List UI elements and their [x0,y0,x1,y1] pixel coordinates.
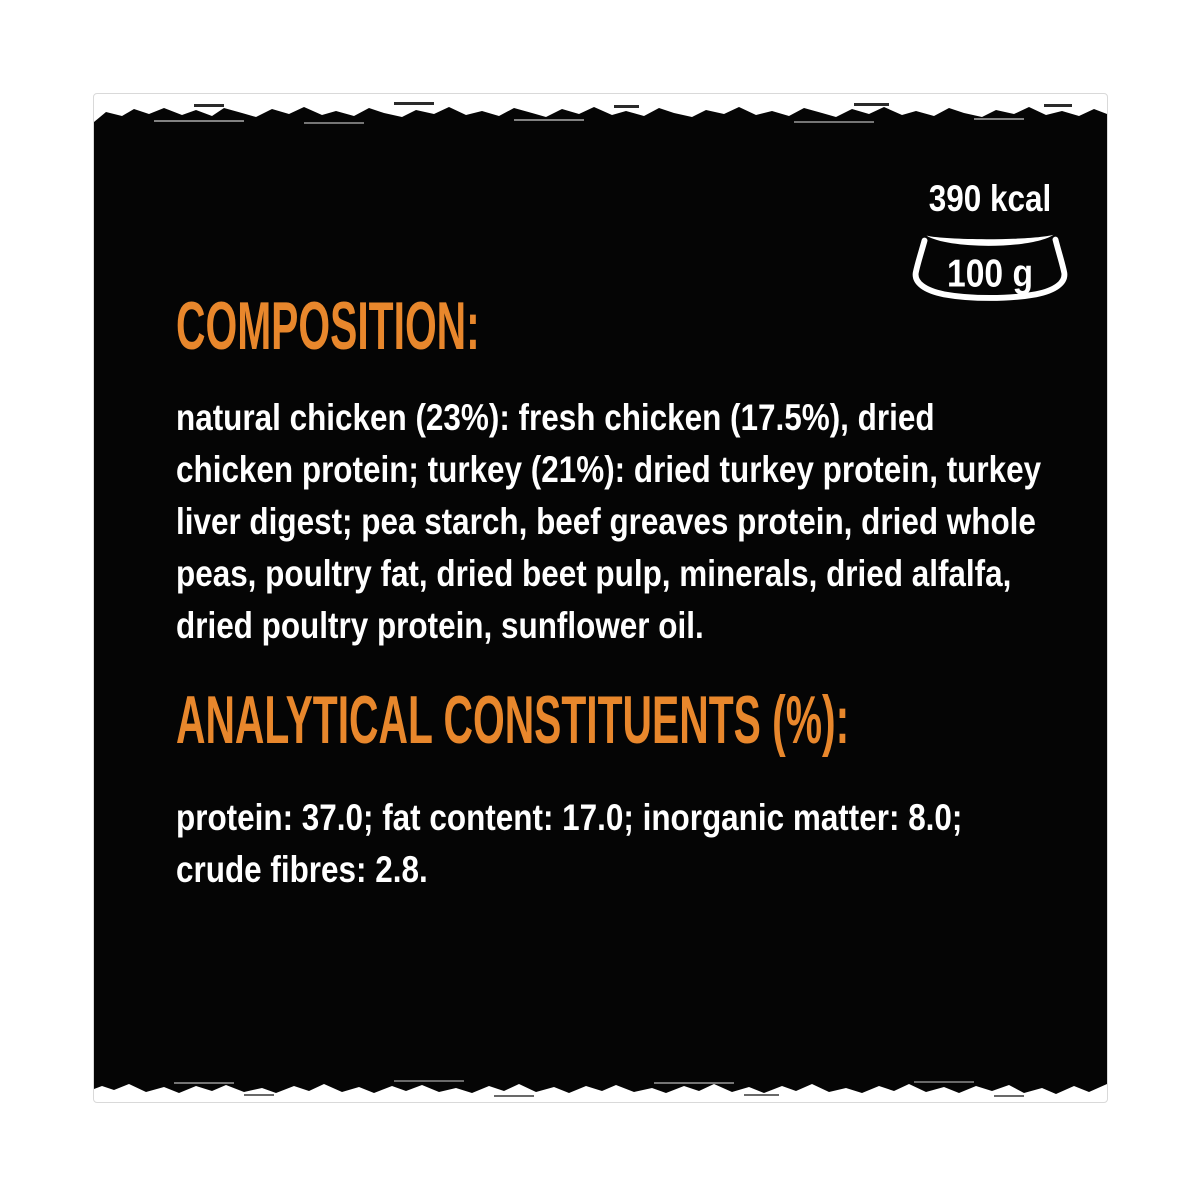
composition-line: natural chicken (23%): fresh chicken (17.5%), dried [176,397,935,438]
dog-bowl-icon [908,222,1072,308]
composition-text [176,392,1041,652]
pet-food-label-panel [93,93,1108,1103]
analytical-constituents-heading: ANALYTICAL CONSTITUENTS (%): [176,682,850,758]
energy-per-portion-block [890,178,1090,308]
analytical-line: crude fibres: 2.8. [176,849,428,890]
composition-line: dried poultry protein, sunflower oil. [176,605,704,646]
portion-value: 100 g [947,252,1033,296]
analytical-constituents-text [176,792,962,896]
composition-line: chicken protein; turkey (21%): dried turkey protein, turkey [176,449,1042,490]
analytical-line: protein: 37.0; fat content: 17.0; inorganic matter: 8.0; [176,797,963,838]
composition-line: peas, poultry fat, dried beet pulp, minerals, dried alfalfa, [176,553,1012,594]
composition-heading: COMPOSITION: [176,288,480,364]
kcal-value: 390 kcal [928,178,1052,219]
composition-line: liver digest; pea starch, beef greaves protein, dried whole [176,501,1036,542]
